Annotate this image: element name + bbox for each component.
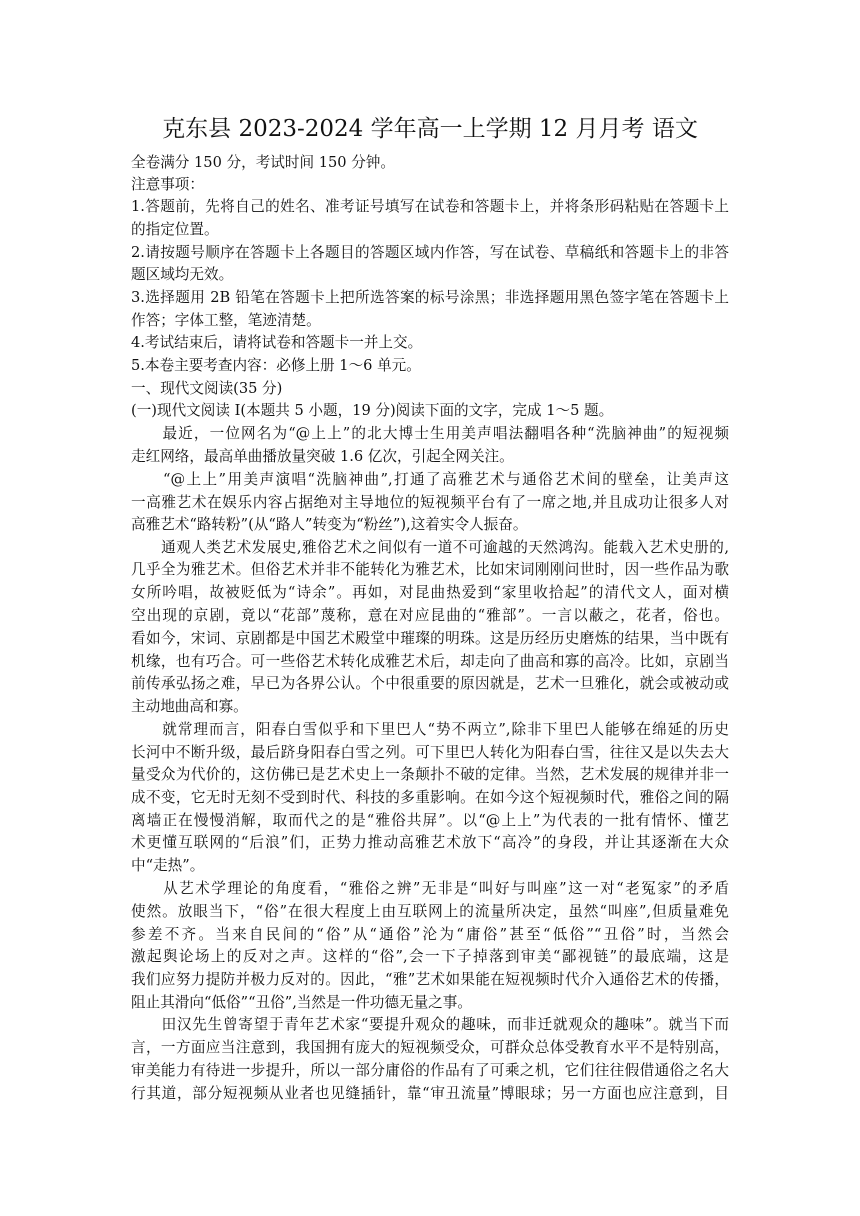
text-line: 5.本卷主要考查内容：必修上册 1～6 单元。 xyxy=(131,357,421,374)
text-line: 激起舆论场上的反对之声。这样的“俗”,会一下子掉落到审美“鄙视链”的最底端，这是 xyxy=(131,948,729,965)
text-line: (一)现代文阅读 I(本题共 5 小题，19 分)阅读下面的文字，完成 1～5 题。 xyxy=(131,402,614,419)
text-line: 看如今，宋词、京剧都是中国艺术殿堂中璀璨的明珠。这是历经历史磨炼的结果，当中既有 xyxy=(131,630,729,647)
text-line: 阻止其滑向“低俗”“丑俗”,当然是一件功德无量之事。 xyxy=(131,994,472,1011)
text-line: 4.考试结束后，请将试卷和答题卡一并上交。 xyxy=(131,334,423,351)
text-line: 就常理而言，阳春白雪似乎和下里巴人“势不两立”,除非下里巴人能够在绵延的历史 xyxy=(131,721,729,738)
text-line: 题区域均无效。 xyxy=(131,266,234,283)
text-line: 主动地曲高和寡。 xyxy=(131,698,248,715)
text-line: 参差不齐。当来自民间的“俗”从“通俗”沦为“庸俗”甚至“低俗”“丑俗”时，当然会 xyxy=(131,926,729,943)
text-line: 最近，一位网名为“@上上”的北大博士生用美声唱法翻唱各种“洗脑神曲”的短视频 xyxy=(131,425,729,442)
text-line: 术更懂互联网的“后浪”们，正势力推动高雅艺术放下“高冷”的身段，并让其逐渐在大众 xyxy=(131,834,729,851)
text-line: 女所吟唱，故被贬低为“诗余”。再如，对昆曲热爱到“家里收拾起”的清代文人，面对横 xyxy=(131,584,729,601)
text-line: 使然。放眼当下，“俗”在很大程度上由互联网上的流量所决定，虽然“叫座”,但质量难免 xyxy=(131,903,729,920)
text-line: 成不变，它无时无刻不受到时代、科技的多重影响。在如今这个短视频时代，雅俗之间的隔 xyxy=(131,789,729,806)
text-line: 走红网络，最高单曲播放量突破 1.6 亿次，引起全网关注。 xyxy=(131,448,514,465)
text-line: 的指定位置。 xyxy=(131,221,219,238)
text-line: 审美能力有待进一步提升，所以一部分庸俗的作品有了可乘之机，它们往往假借通俗之名大 xyxy=(131,1062,729,1079)
text-line: 作答；字体工整，笔迹清楚。 xyxy=(131,312,321,329)
text-line: 全卷满分 150 分，考试时间 150 分钟。 xyxy=(131,154,395,171)
text-line: 离墙正在慢慢消解，取而代之的是“雅俗共屏”。以“@上上”为代表的一批有情怀、懂艺 xyxy=(131,812,729,829)
text-line: 1.答题前，先将自己的姓名、准考证号填写在试卷和答题卡上，并将条形码粘贴在答题卡上 xyxy=(131,198,729,215)
text-line: 长河中不断升级，最后跻身阳春白雪之列。可下里巴人转化为阳春白雪，往往又是以失去大 xyxy=(131,744,729,761)
text-line: 几乎全为雅艺术。但俗艺术并非不能转化为雅艺术，比如宋词刚刚问世时，因一些作品为歌 xyxy=(131,561,729,578)
text-line: 2.请按题号顺序在答题卡上各题目的答题区域内作答，写在试卷、草稿纸和答题卡上的非答 xyxy=(131,244,729,261)
text-line: 3.选择题用 2B 铅笔在答题卡上把所选答案的标号涂黑；非选择题用黑色签字笔在答题卡上 xyxy=(131,289,729,306)
text-line: 一高雅艺术在娱乐内容占据绝对主导地位的短视频平台有了一席之地,并且成功让很多人对 xyxy=(131,494,729,511)
text-line: 量受众为代价的，这仿佛已是艺术史上一条颠扑不破的定律。当然，艺术发展的规律并非一 xyxy=(131,766,729,783)
text-line: 前传承弘扬之难，早已为各界公认。个中很重要的原因就是，艺术一旦雅化，就会或被动或 xyxy=(131,675,729,692)
text-line: 空出现的京剧，竟以“花部”蔑称，意在对应昆曲的“雅部”。一言以蔽之，花者，俗也。 xyxy=(131,607,729,624)
text-line: 注意事项： xyxy=(131,176,204,193)
text-line: 从艺术学理论的角度看，“雅俗之辨”无非是“叫好与叫座”这一对“老冤家”的矛盾 xyxy=(131,880,729,897)
text-line: 行其道，部分短视频从业者也见缝插针，靠“审丑流量”博眼球；另一方面也应注意到，目 xyxy=(131,1085,729,1102)
text-line: 田汉先生曾寄望于青年艺术家“要提升观众的趣味，而非迁就观众的趣味”。就当下而 xyxy=(131,1016,729,1033)
text-line: 高雅艺术“路转粉”(从“路人”转变为“粉丝”),这着实令人振奋。 xyxy=(131,516,528,533)
text-line: 机缘，也有巧合。可一些俗艺术转化成雅艺术后，却走向了曲高和寡的高冷。比如，京剧当 xyxy=(131,653,729,670)
text-line: 通观人类艺术发展史,雅俗艺术之间似有一道不可逾越的天然鸿沟。能载入艺术史册的, xyxy=(131,539,729,556)
page-title: 克东县 2023-2024 学年高一上学期 12 月月考 语文 xyxy=(162,116,698,142)
text-line: “@上上”用美声演唱“洗脑神曲”,打通了高雅艺术与通俗艺术间的壁垒，让美声这 xyxy=(131,471,729,488)
text-line: 言，一方面应当注意到，我国拥有庞大的短视频受众，可群众总体受教育水平不是特别高， xyxy=(131,1039,729,1056)
text-line: 我们应努力提防并极力反对的。因此，“雅”艺术如果能在短视频时代介入通俗艺术的传播， xyxy=(131,971,729,988)
text-line: 中“走热”。 xyxy=(131,857,205,874)
text-line: 一、现代文阅读(35 分) xyxy=(131,380,283,397)
